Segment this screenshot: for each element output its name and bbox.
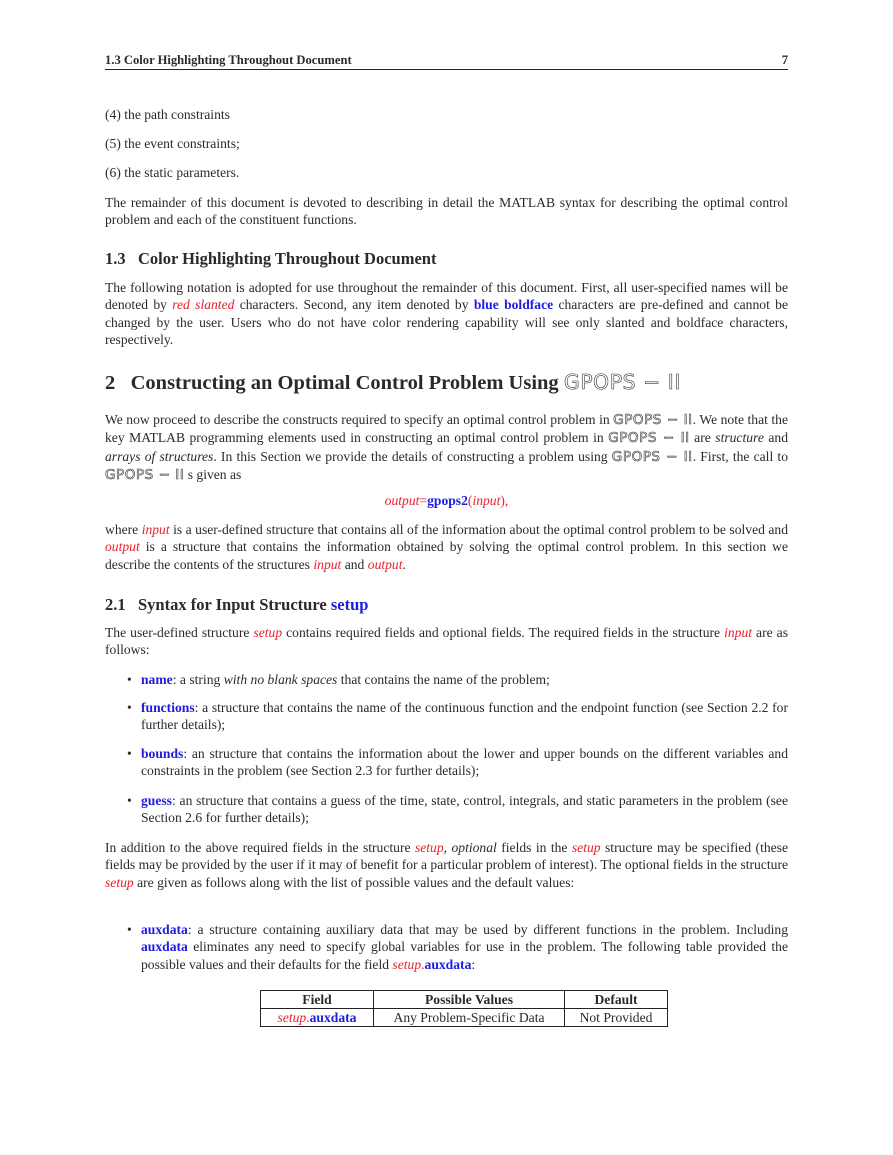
- bullet-marker: •: [127, 700, 132, 715]
- running-header: [105, 52, 788, 70]
- table-cell-field: setup.auxdata: [261, 1009, 374, 1027]
- function-call-display: output=gpops2(input),: [384, 493, 509, 508]
- bullet-marker: •: [127, 793, 132, 808]
- paragraph-setup-fields: The user-defined structure setup contains required fields and optional fields. The required fields in the structure input are as follows:: [105, 625, 788, 658]
- list-item: (5) the event constraints;: [105, 136, 240, 151]
- table-cell-default: Not Provided: [565, 1009, 668, 1027]
- paragraph-color-notation: The following notation is adopted for use throughout the remainder of this document. First, all user-specified names will be denoted by red slanted characters. Second, any item denoted by blue boldface characters are pre-defined and cannot be changed by the user. Users who do not have color rendering capability will see only slanted and boldface characters, respectively.: [105, 280, 788, 348]
- table-header-row: [261, 991, 668, 1009]
- list-item-auxdata: auxdata: a structure containing auxiliary data that may be used by different functions in the problem. Including auxdata eliminates any need to specify global variables for use in the problem. The following table provided the possible values and their defaults for the field setup.auxdata:: [141, 922, 788, 972]
- section-heading-1-3: 1.3 Color Highlighting Throughout Document: [105, 249, 437, 268]
- paragraph-input-output: where input is a user-defined structure that contains all of the information about the optimal control problem to be solved and output is a structure that contains the information obtained by solving the optimal control problem. In this section we describe the contents of the structures input and output.: [105, 522, 788, 572]
- table-cell-values: Any Problem-Specific Data: [374, 1009, 565, 1027]
- header-section-title: 1.3 Color Highlighting Throughout Document: [105, 53, 352, 67]
- table-header: Field: [261, 991, 374, 1009]
- list-item: name: a string with no blank spaces that contains the name of the problem;: [141, 672, 550, 687]
- list-item: guess: an structure that contains a guess of the time, state, control, integrals, and static parameters in the problem (see Section 2.6 for further details);: [141, 793, 788, 826]
- paragraph-constructs: We now proceed to describe the constructs required to specify an optimal control problem in GPOPS − II. We note that the key MATLAB programming elements used in constructing an optimal control problem in GPOPS − II are structure and arrays of structures. In this Section we provide the details of constructing a problem using GPOPS − II. First, the call to GPOPS − II s given as: [105, 412, 789, 484]
- table-row: [261, 1009, 668, 1027]
- blue-boldface-example: blue boldface: [473, 297, 554, 313]
- bullet-marker: •: [127, 746, 132, 761]
- bullet-marker: •: [127, 922, 132, 937]
- paragraph-remainder: The remainder of this document is devoted to describing in detail the MATLAB syntax for describing the optimal control problem and each of the constituent functions.: [105, 195, 788, 228]
- paragraph-optional-fields: In addition to the above required fields in the structure setup, optional fields in the setup structure may be specified (these fields may be provided by the user if it may of benefit for a particular problem of interest). The optional fields in the structure setup are given as follows along with the list of possible values and the default values:: [105, 840, 789, 890]
- table-header: Possible Values: [374, 991, 565, 1009]
- section-heading-2-1: 2.1 Syntax for Input Structure setup: [105, 595, 369, 614]
- table-header: Default: [565, 991, 668, 1009]
- header-page-number: 7: [781, 53, 788, 67]
- section-heading-2: 2 Constructing an Optimal Control Problem Using GPOPS − II: [105, 370, 681, 394]
- red-slanted-example: red slanted: [172, 297, 235, 313]
- auxdata-table: [260, 990, 668, 1027]
- list-item: (4) the path constraints: [105, 107, 230, 122]
- bullet-marker: •: [127, 672, 132, 687]
- list-item: functions: a structure that contains the name of the continuous function and the endpoint function (see Section 2.2 for further details);: [141, 700, 788, 733]
- list-item: bounds: an structure that contains the information about the lower and upper bounds on the different variables and constraints in the problem (see Section 2.3 for further details);: [141, 746, 788, 779]
- list-item: (6) the static parameters.: [105, 165, 240, 180]
